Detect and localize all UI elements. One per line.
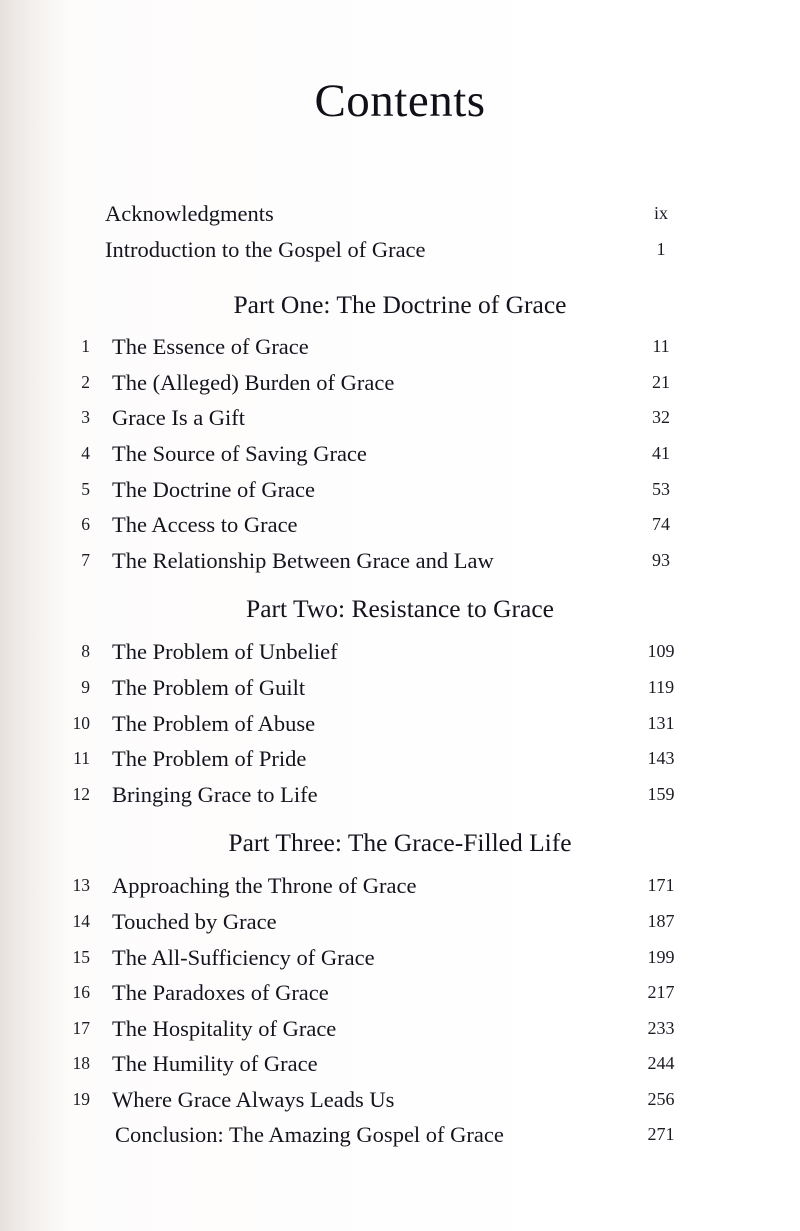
toc-entry-page: 21: [652, 371, 670, 392]
toc-row-chapter-7[interactable]: [0, 543, 800, 579]
toc-row-chapter-17[interactable]: [0, 1011, 800, 1047]
toc-entry-number: 9: [81, 676, 90, 697]
toc-entry-title: Where Grace Always Leads Us: [112, 1086, 395, 1112]
part-heading-label: Part One: The Doctrine of Grace: [233, 290, 567, 320]
toc-entry-number: 11: [73, 748, 90, 769]
toc-entry-title: The Doctrine of Grace: [112, 476, 316, 502]
toc-entry-number: 7: [81, 549, 90, 570]
toc-entry-number: 12: [72, 783, 90, 804]
toc-row-chapter-5[interactable]: [0, 472, 800, 508]
toc-entry-number: 1: [81, 336, 90, 357]
toc-entry-page: 119: [647, 676, 675, 697]
toc-entry-page: 244: [647, 1053, 675, 1074]
part-heading-one: [0, 267, 800, 329]
toc-row-chapter-9[interactable]: [0, 670, 800, 706]
toc-entry-page: 143: [647, 748, 675, 769]
toc-entry-number: 13: [72, 875, 90, 896]
toc-entry-title: The Source of Saving Grace: [112, 440, 367, 466]
toc-row-chapter-1[interactable]: [0, 329, 800, 365]
toc-entry-title: The Problem of Guilt: [112, 674, 306, 700]
toc-entry-page: 41: [652, 442, 670, 463]
toc-row-chapter-14[interactable]: [0, 904, 800, 940]
toc-row-chapter-4[interactable]: [0, 436, 800, 472]
toc-row-chapter-8[interactable]: [0, 634, 800, 670]
toc-entry-number: 14: [72, 910, 90, 931]
toc-entry-page: 32: [652, 407, 670, 428]
toc-entry-title: The Access to Grace: [112, 512, 298, 538]
toc-entry-title: The Essence of Grace: [112, 334, 309, 360]
toc-entry-number: 3: [81, 407, 90, 428]
toc-row-chapter-3[interactable]: [0, 400, 800, 436]
toc-entry-title: The Problem of Abuse: [112, 710, 316, 736]
toc-entry-page: ix: [653, 203, 668, 223]
toc-entry-number: 4: [81, 442, 90, 463]
toc-entry-number: 18: [72, 1053, 90, 1074]
toc-entry-page: 74: [652, 514, 670, 535]
toc-entry-page: 233: [647, 1017, 675, 1038]
page-title: Contents: [314, 75, 486, 127]
toc-entry-page: 159: [647, 783, 675, 804]
toc-row-chapter-12[interactable]: [0, 777, 800, 813]
toc-row-acknowledgments[interactable]: [0, 196, 800, 232]
toc-entry-title: Introduction to the Gospel of Grace: [105, 236, 426, 262]
toc-entry-number: 5: [81, 478, 90, 499]
toc-entry-page: 1: [656, 238, 666, 259]
toc-entry-title: Acknowledgments: [105, 201, 274, 226]
toc-entry-page: 217: [647, 982, 675, 1003]
toc-row-chapter-10[interactable]: [0, 706, 800, 742]
toc-entry-title: The Problem of Unbelief: [112, 639, 338, 665]
toc-row-conclusion[interactable]: [0, 1117, 800, 1153]
part-heading-three: [0, 812, 800, 868]
toc-entry-page: 11: [652, 336, 670, 357]
toc-entry-title: The Paradoxes of Grace: [112, 980, 329, 1006]
part-heading-two: [0, 578, 800, 634]
toc-entry-title: The All-Sufficiency of Grace: [112, 944, 375, 970]
toc-entry-number: 2: [81, 371, 90, 392]
toc-entry-number: 6: [81, 514, 90, 535]
toc-entry-number: 8: [81, 641, 90, 662]
toc-entry-title: The Humility of Grace: [112, 1051, 318, 1077]
toc-entry-title: Conclusion: The Amazing Gospel of Grace: [115, 1122, 504, 1148]
toc-entry-page: 187: [647, 910, 675, 931]
toc-entry-page: 271: [647, 1124, 675, 1145]
part-heading-label: Part Three: The Grace-Filled Life: [228, 828, 572, 858]
toc-row-chapter-13[interactable]: [0, 868, 800, 904]
toc-entry-page: 53: [652, 478, 670, 499]
toc-entry-title: Touched by Grace: [112, 908, 277, 934]
toc-entry-title: Bringing Grace to Life: [112, 781, 318, 807]
toc-entry-title: The (Alleged) Burden of Grace: [112, 369, 395, 395]
toc-entry-page: 131: [647, 712, 675, 733]
toc-row-chapter-16[interactable]: [0, 975, 800, 1011]
toc-row-chapter-11[interactable]: [0, 741, 800, 777]
toc-row-chapter-6[interactable]: [0, 507, 800, 543]
toc-entry-title: The Problem of Pride: [112, 746, 307, 772]
toc-row-chapter-19[interactable]: [0, 1082, 800, 1118]
toc-entry-title: Approaching the Throne of Grace: [112, 873, 417, 899]
toc-entry-number: 19: [72, 1088, 90, 1109]
toc-entry-list: [0, 196, 800, 1153]
toc-entry-title: The Hospitality of Grace: [112, 1015, 337, 1041]
toc-entry-title: Grace Is a Gift: [112, 405, 246, 431]
toc-entry-page: 171: [647, 875, 675, 896]
toc-entry-number: 15: [72, 946, 90, 967]
toc-entry-number: 17: [72, 1017, 90, 1038]
toc-entry-title: The Relationship Between Grace and Law: [112, 547, 494, 573]
toc-entry-page: 93: [652, 549, 670, 570]
toc-entry-number: 10: [72, 712, 90, 733]
toc-row-chapter-15[interactable]: [0, 940, 800, 976]
toc-entry-page: 199: [647, 946, 675, 967]
toc-entry-page: 256: [647, 1088, 675, 1109]
part-heading-label: Part Two: Resistance to Grace: [246, 594, 554, 624]
toc-row-chapter-2[interactable]: [0, 365, 800, 401]
toc-entry-page: 109: [647, 641, 675, 662]
toc-row-introduction[interactable]: [0, 232, 800, 268]
toc-entry-number: 16: [72, 982, 90, 1003]
toc-row-chapter-18[interactable]: [0, 1046, 800, 1082]
